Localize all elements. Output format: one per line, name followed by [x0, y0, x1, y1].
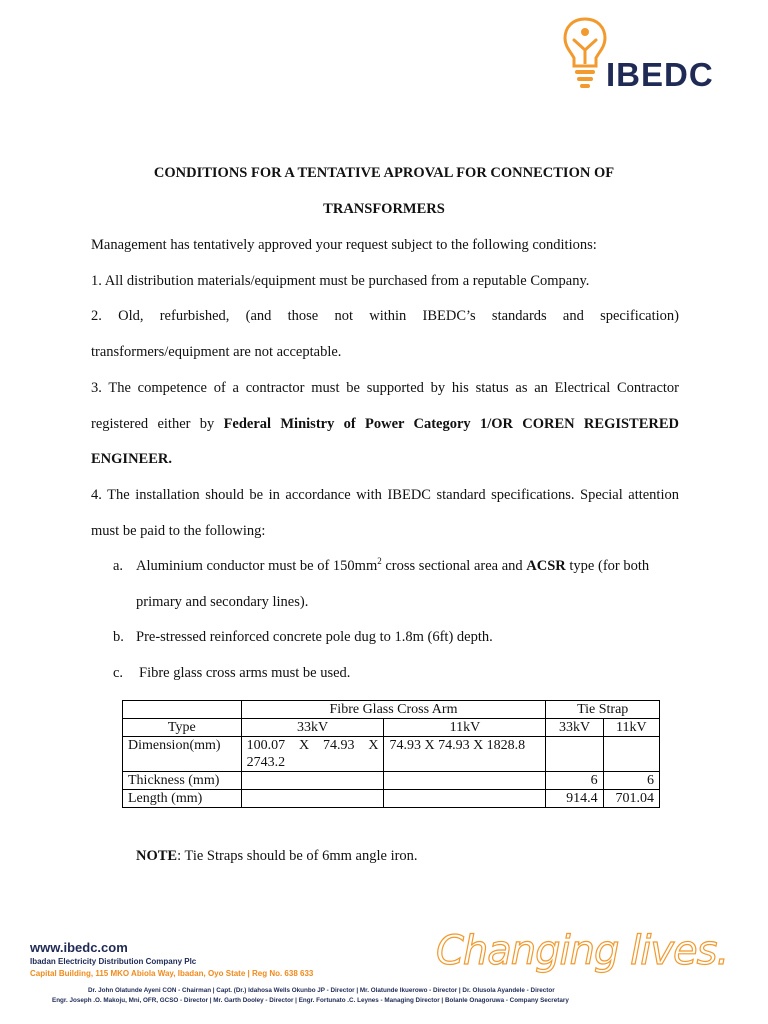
table-row	[123, 701, 660, 719]
note-text: : Tie Straps should be of 6mm angle iron.	[177, 848, 418, 864]
table-header-tie-11kv: 11kV	[603, 719, 659, 737]
table-type-label: Type	[123, 719, 242, 737]
table-cell: 701.04	[603, 790, 659, 808]
footer-directors-line1: Dr. John Olatunde Ayeni CON - Chairman | Capt. (Dr.) Idahosa Wells Okunbo JP - Director | Mr. Olatunde Ikuerowo - Director | Dr. Olusola Ayandele - Director	[88, 987, 555, 994]
sub-a-text2: cross sectional area and	[381, 558, 527, 574]
condition-4-line2: must be paid to the following:	[91, 523, 266, 539]
condition-3-bold: Federal Ministry of Power Category 1/OR COREN REGISTERED	[223, 416, 680, 432]
table-row-label: Dimension(mm)	[123, 737, 242, 772]
sub-b-marker: b.	[113, 629, 124, 645]
sub-a-marker: a.	[113, 558, 124, 574]
condition-2-line1: 2. Old, refurbished, (and those not within IBEDC’s standards and specification)	[91, 308, 679, 324]
condition-1: 1. All distribution materials/equipment must be purchased from a reputable Company.	[91, 273, 590, 289]
footer-slogan: Changing lives.	[436, 928, 729, 974]
sub-a-bold: ACSR	[526, 558, 566, 574]
sub-c-marker: c.	[113, 665, 124, 681]
table-cell	[603, 737, 659, 772]
footer-website: www.ibedc.com	[30, 940, 128, 955]
condition-3-line1: 3. The competence of a contractor must be supported by his status as an Electrical Contractor	[91, 380, 679, 396]
table-cell: 74.93 X 74.93 X 1828.8	[384, 737, 546, 772]
table-cell	[123, 701, 242, 719]
document-title-line1: CONDITIONS FOR A TENTATIVE APROVAL FOR CONNECTION OF	[153, 165, 615, 181]
table-row	[123, 719, 660, 737]
condition-3-line2	[91, 415, 679, 433]
table-cell	[241, 772, 384, 790]
table-row	[123, 772, 660, 790]
condition-4-line1: 4. The installation should be in accordance with IBEDC standard specifications. Special attention	[91, 487, 679, 503]
table-cell: 914.4	[546, 790, 603, 808]
table-cell	[546, 737, 603, 772]
condition-2-line2: transformers/equipment are not acceptable.	[91, 344, 342, 360]
intro-paragraph: Management has tentatively approved your request subject to the following conditions:	[91, 237, 597, 253]
spec-table	[122, 700, 660, 808]
condition-3-engineer: ENGINEER.	[91, 451, 172, 467]
sub-a-superscript: 2	[377, 556, 382, 567]
sub-a-line1	[136, 557, 649, 575]
sub-a-text1: Aluminium conductor must be of 150mm	[136, 558, 378, 574]
table-cell	[241, 790, 384, 808]
condition-3-prefix: registered either by	[91, 416, 224, 432]
table-cell: 100.07 X 74.93 X 2743.2	[241, 737, 384, 772]
company-logo	[560, 14, 740, 94]
table-cell: 6	[603, 772, 659, 790]
document-title-line2: TRANSFORMERS	[323, 201, 445, 217]
sub-b-text: Pre-stressed reinforced concrete pole dug to 1.8m (6ft) depth.	[136, 629, 493, 645]
table-header-tie-strap: Tie Strap	[546, 701, 660, 719]
note	[136, 847, 418, 865]
table-header-11kv: 11kV	[384, 719, 546, 737]
footer-company-name: Ibadan Electricity Distribution Company Plc	[30, 957, 197, 966]
table-cell	[384, 772, 546, 790]
lightbulb-icon	[560, 14, 610, 94]
table-header-33kv: 33kV	[241, 719, 384, 737]
footer-directors-line2: Engr. Joseph .O. Makoju, Mni, OFR, GCSO - Director | Mr. Garth Dooley - Director | Engr. Fortunato .C. Leynes - Managing Director | Bolanle Onagoruwa - Company Secretary	[52, 997, 569, 1004]
note-label: NOTE	[136, 848, 178, 864]
table-header-cross-arm: Fibre Glass Cross Arm	[241, 701, 546, 719]
table-header-tie-33kv: 33kV	[546, 719, 603, 737]
logo-text: IBEDC	[606, 56, 714, 93]
table-row	[123, 790, 660, 808]
table-row-label: Length (mm)	[123, 790, 242, 808]
table-cell	[384, 790, 546, 808]
sub-a-line2: primary and secondary lines).	[136, 594, 309, 610]
sub-c-text: Fibre glass cross arms must be used.	[139, 665, 351, 681]
condition-3-line3	[91, 450, 679, 468]
sub-a-text3: type (for both	[565, 558, 650, 574]
footer-address: Capital Building, 115 MKO Abiola Way, Ibadan, Oyo State | Reg No. 638 633	[30, 969, 314, 978]
table-cell: 6	[546, 772, 603, 790]
table-row-label: Thickness (mm)	[123, 772, 242, 790]
table-row	[123, 737, 660, 772]
